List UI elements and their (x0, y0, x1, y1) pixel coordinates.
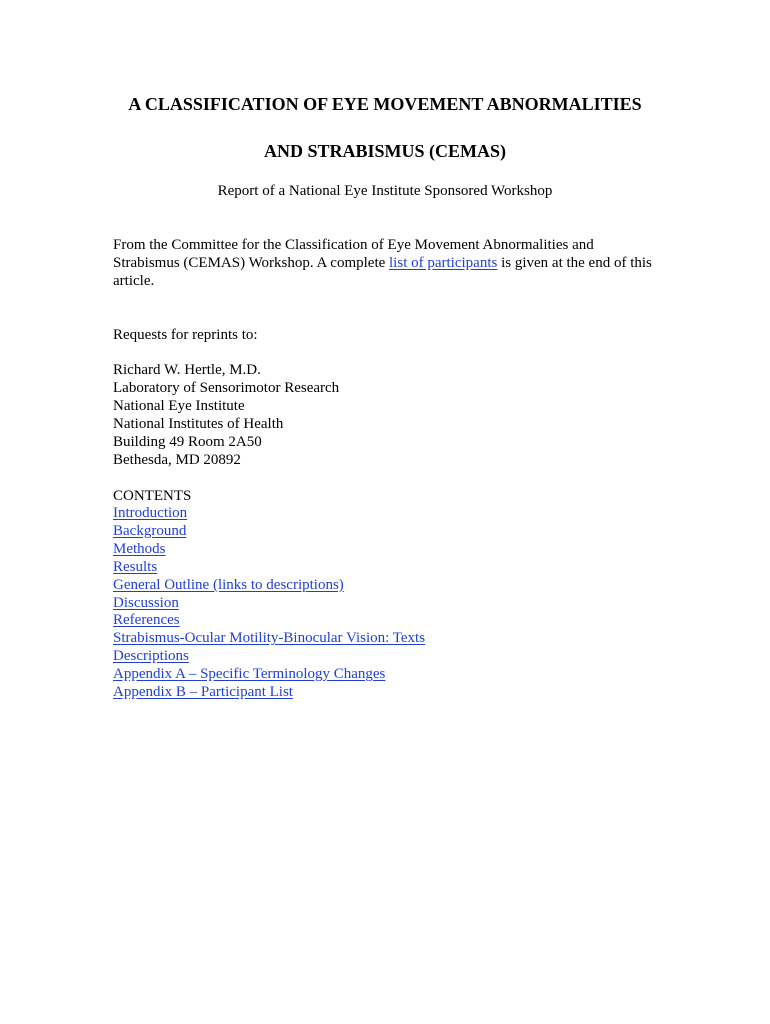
document-title-line-2: AND STRABISMUS (CEMAS) (263, 141, 507, 161)
contents-link-discussion[interactable]: Discussion (113, 594, 179, 611)
author-address-block (113, 361, 658, 469)
contents-item-descriptions (113, 648, 425, 666)
address-line-name: Richard W. Hertle, M.D. (113, 362, 261, 378)
address-line-laboratory: Laboratory of Sensorimotor Research (113, 380, 340, 396)
reprints-request-label: Requests for reprints to: (113, 327, 258, 343)
contents-link-descriptions[interactable]: Descriptions (113, 648, 189, 665)
contents-item-introduction (113, 505, 425, 523)
contents-item-appendix-b (113, 684, 425, 702)
contents-item-references (113, 612, 425, 630)
address-line-institute: National Eye Institute (113, 398, 245, 414)
address-line-building: Building 49 Room 2A50 (113, 434, 262, 450)
address-line-nih: National Institutes of Health (113, 416, 284, 432)
contents-link-methods[interactable]: Methods (113, 540, 166, 557)
committee-text-after-link: is given at the end of this article. (113, 255, 652, 289)
contents-item-general-outline (113, 577, 425, 595)
contents-item-texts (113, 630, 425, 648)
contents-item-results (113, 559, 425, 577)
document-title-line-1: A CLASSIFICATION OF EYE MOVEMENT ABNORMALITIES (128, 94, 642, 114)
contents-item-methods (113, 541, 425, 559)
contents-link-background[interactable]: Background (113, 522, 187, 539)
contents-heading: CONTENTS (113, 488, 192, 504)
committee-text-before-link: From the Committee for the Classification of Eye Movement Abnormalities and Strabismus (CEMAS) Workshop. A complete (113, 237, 594, 271)
contents-item-background (113, 523, 425, 541)
contents-link-results[interactable]: Results (113, 558, 158, 575)
document-subtitle: Report of a National Eye Institute Sponsored Workshop (217, 183, 553, 199)
address-line-city: Bethesda, MD 20892 (113, 452, 241, 468)
participants-list-link[interactable]: list of participants (389, 255, 498, 271)
contents-link-appendix-a[interactable]: Appendix A – Specific Terminology Changes (113, 666, 386, 683)
contents-item-discussion (113, 595, 425, 613)
contents-link-appendix-b[interactable]: Appendix B – Participant List (113, 684, 293, 701)
contents-item-appendix-a (113, 666, 425, 684)
contents-list (113, 505, 425, 702)
contents-link-general-outline[interactable]: General Outline (links to descriptions) (113, 576, 344, 593)
contents-link-references[interactable]: References (113, 612, 180, 629)
committee-paragraph (113, 236, 658, 290)
contents-link-texts[interactable]: Strabismus-Ocular Motility-Binocular Vision: Texts (113, 630, 426, 647)
contents-link-introduction[interactable]: Introduction (113, 505, 188, 521)
